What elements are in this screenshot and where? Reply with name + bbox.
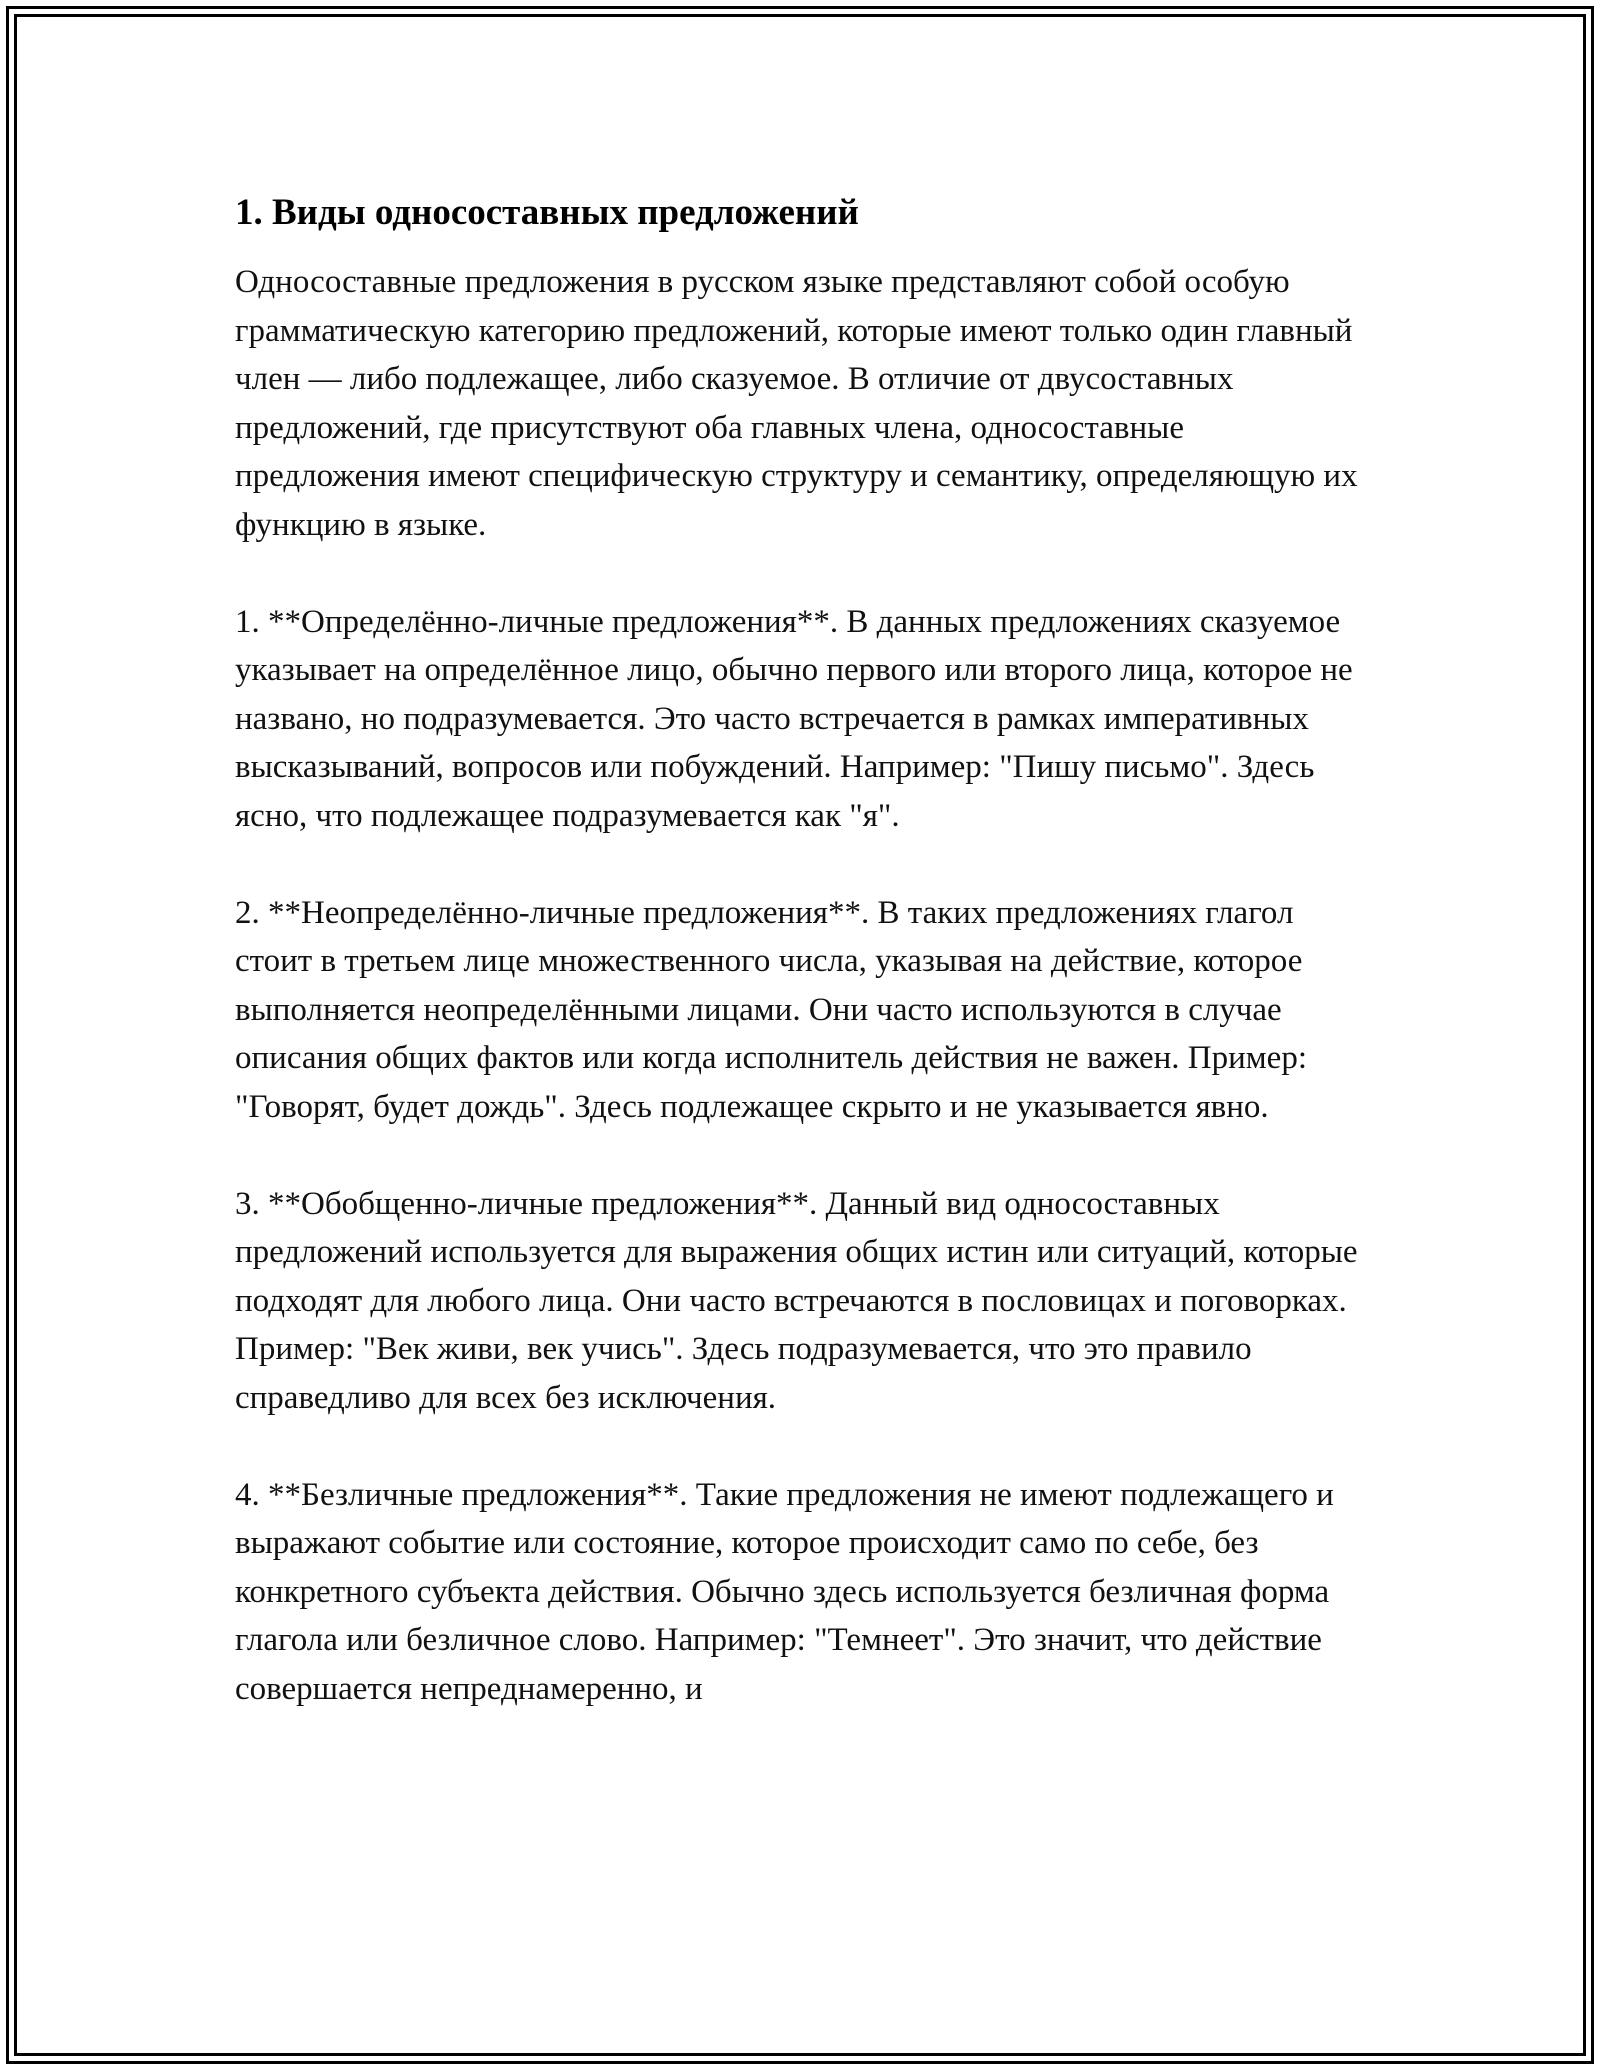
paragraph-indefinite-personal: 2. **Неопределённо-личные предложения**. В таких предложениях глагол стоит в третьем лице множественного числа, указывая на действие, которое выполняется неопределёнными лицами. Они часто используются в случае описания общих фактов или когда исполнитель действия не важен. Пример: "Говорят, будет дождь". Здесь подлежащее скрыто и не указывается явно. — [235, 894, 1308, 1125]
paragraph-generalized-personal: 3. **Обобщенно-личные предложения**. Данный вид односоставных предложений используется для выражения общих истин или ситуаций, которые подходят для любого лица. Они часто встречаются в пословицах и поговорках. Пример: "Век живи, век учись". Здесь подразумевается, что это правило справедливо для всех без исключения. — [235, 1185, 1358, 1416]
paragraph-impersonal: 4. **Безличные предложения**. Такие предложения не имеют подлежащего и выражают событие или состояние, которое происходит само по себе, без конкретного субъекта действия. Обычно здесь используется безличная форма глагола или безличное слово. Например: "Темнеет". Это значит, что действие совершается непреднамеренно, и — [235, 1476, 1334, 1707]
paragraph-definite-personal: 1. **Определённо-личные предложения**. В данных предложениях сказуемое указывает на определённое лицо, обычно первого или второго лица, которое не названо, но подразумевается. Это часто встречается в рамках императивных высказываний, вопросов или побуждений. Например: "Пишу письмо". Здесь ясно, что подлежащее подразумевается как "я". — [235, 603, 1353, 834]
intro-paragraph: Односоставные предложения в русском языке представляют собой особую грамматическую категорию предложений, которые имеют только один главный член — либо подлежащее, либо сказуемое. В отличие от двусоставных предложений, где присутствуют оба главных члена, односоставные предложения имеют специфическую структуру и семантику, определяющую их функцию в языке. — [235, 264, 1358, 543]
document-body — [235, 188, 1375, 1713]
section-heading: 1. Виды односоставных предложений — [235, 192, 859, 233]
